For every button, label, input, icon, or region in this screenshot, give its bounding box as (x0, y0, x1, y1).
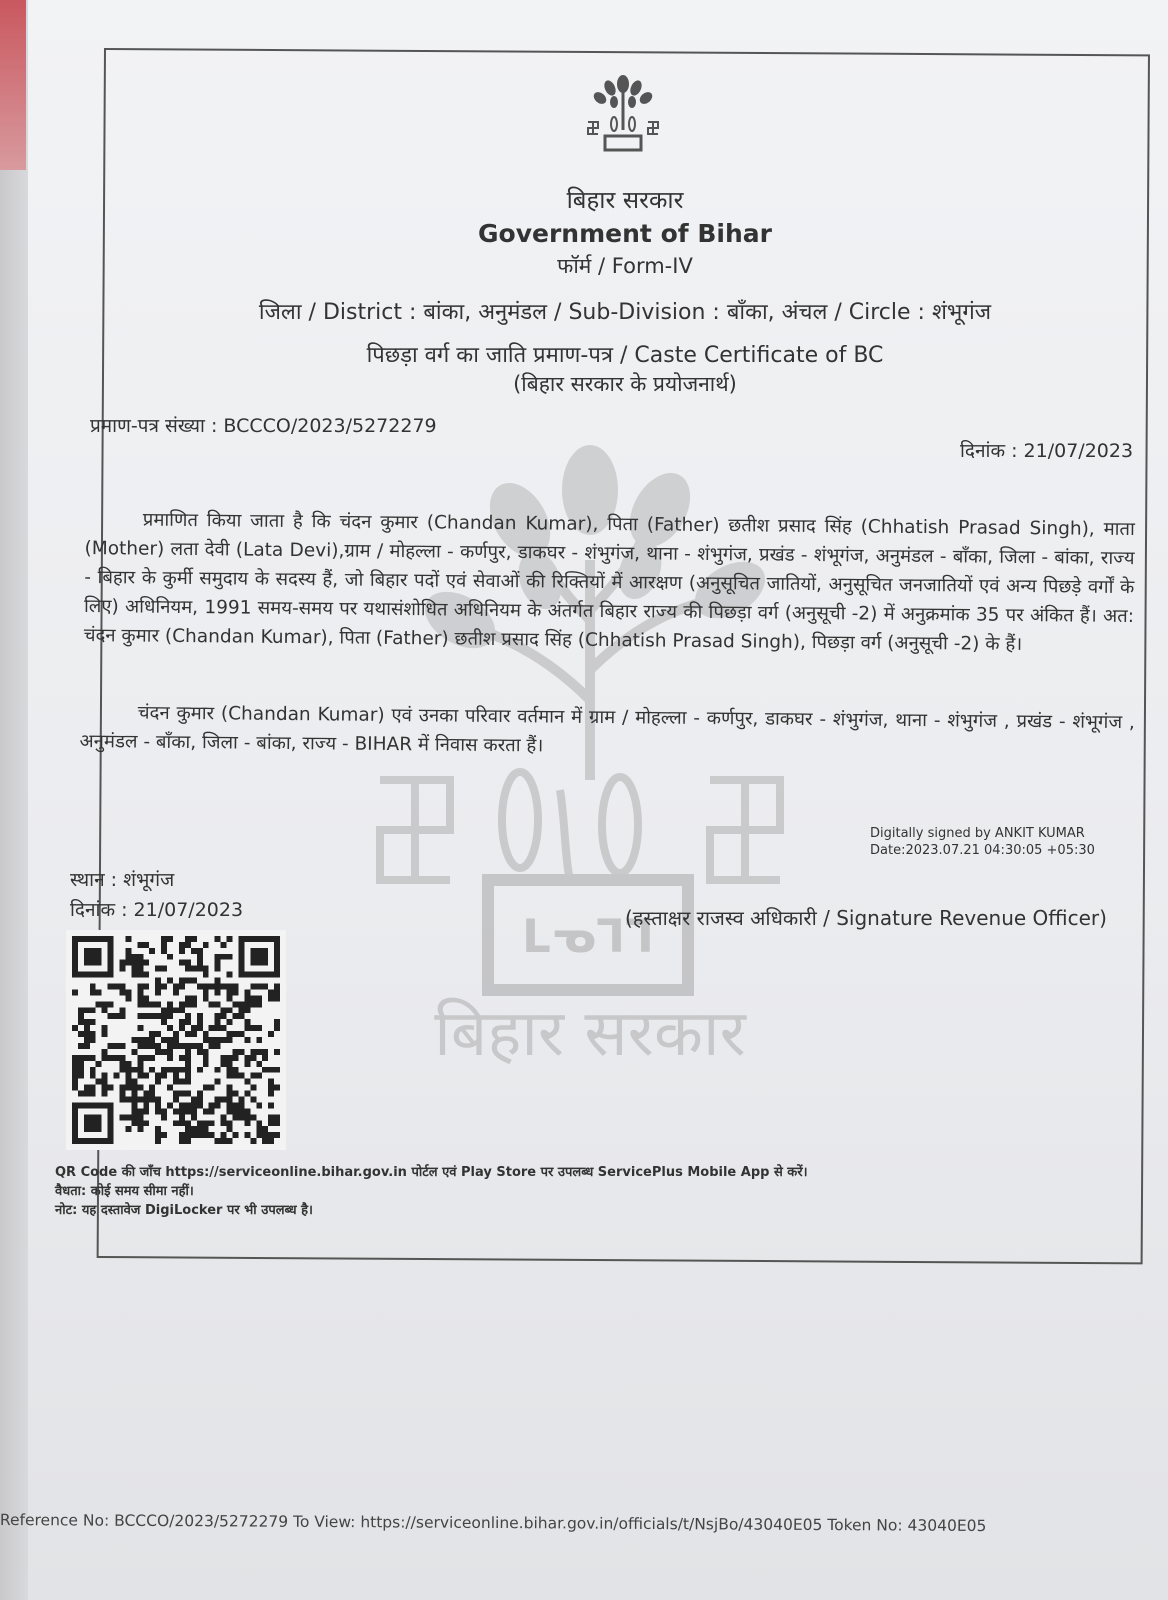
validity-note: वैधता: कोई समय सीमा नहीं। (55, 1184, 194, 1199)
digilocker-note: नोट: यह दस्तावेज DigiLocker पर भी उपलब्ध है। (55, 1203, 313, 1218)
watermark-text: बिहार सरकार (434, 997, 746, 1071)
qr-code[interactable] (66, 930, 286, 1150)
place-of-issue: स्थान : शंभूगंज (70, 869, 175, 891)
notes-block (55, 1163, 808, 1220)
certificate-date: दिनांक : 21/07/2023 (960, 440, 1134, 462)
bihar-emblem-logo (580, 72, 666, 158)
certificate-number: प्रमाण-पत्र संख्या : BCCCO/2023/5272279 (90, 415, 437, 437)
district-line: जिला / District : बांका, अनुमंडल / Sub-Division : बाँका, अंचल / Circle : शंभूगंज (258, 300, 992, 325)
qr-verification-note: QR Code की जाँच https://serviceonline.bihar.gov.in पोर्टल एवं Play Store पर उपलब्ध ServicePlus Mobile App से करें। (55, 1165, 808, 1180)
digital-signature-name: Digitally signed by ANKIT KUMAR (870, 826, 1085, 841)
english-government-title: Government of Bihar (478, 219, 772, 248)
emblem-plaque-text: ᒪᓀᒣᒣ (522, 909, 654, 963)
certificate-type: पिछड़ा वर्ग का जाति प्रमाण-पत्र / Caste Certificate of BC (366, 343, 884, 368)
signature-label: (हस्ताक्षर राजस्व अधिकारी / Signature Revenue Officer) (625, 906, 1107, 930)
form-number: फॉर्म / Form-IV (557, 254, 693, 278)
reference-footer: Reference No: BCCCO/2023/5272279 To View: https://serviceonline.bihar.gov.in/officials/t/NsjBo/43040E05 Token No: 43040E05 (0, 1511, 987, 1536)
digital-signature (870, 825, 1095, 859)
certificate-body-paragraph-1: प्रमाणित किया जाता है कि चंदन कुमार (Chandan Kumar), पिता (Father) छतीश प्रसाद सिंह (Chhatish Prasad Singh), माता (Mother) लता देवी (Lata Devi),ग्राम / मोहल्ला - कर्णपुर, डाकघर - शंभुगंज, थाना - शंभुगंज, प्रखंड - शंभूगंज, अनुमंडल - बाँका, जिला - बांका, राज्य - बिहार के कुर्मी समुदाय के सदस्य हैं, जो बिहार पदों एवं सेवाओं की रिक्तियों में आरक्षण (अनुसूचित जातियों, अनुसूचित जनजातियों एवं अन्य पिछड़े वर्गों के लिए) अधिनियम, 1991 समय-समय पर यथासंशोधित अधिनियम के अंतर्गत बिहार राज्य की पिछड़ा वर्ग (अनुसूची -2) में अनुक्रमांक 35 पर अंकित हैं। अत: चंदन कुमार (Chandan Kumar), पिता (Father) छतीश प्रसाद सिंह (Chhatish Prasad Singh), पिछड़ा वर्ग (अनुसूची -2) के हैं। (83, 509, 1135, 656)
certificate-body-paragraph-2: चंदन कुमार (Chandan Kumar) एवं उनका परिवार वर्तमान में ग्राम / मोहल्ला - कर्णपुर, डाकघर - शंभुगंज, थाना - शंभुगंज , प्रखंड - शंभूगंज , अनुमंडल - बाँका, जिला - बांका, राज्य - BIHAR में निवास करता हैं। (79, 702, 1135, 757)
red-paper-edge (0, 0, 26, 170)
issue-date: दिनांक : 21/07/2023 (70, 899, 244, 921)
hindi-government-title: बिहार सरकार (566, 186, 684, 214)
certificate-purpose: (बिहार सरकार के प्रयोजनार्थ) (513, 372, 737, 396)
digital-signature-date: Date:2023.07.21 04:30:05 +05:30 (870, 843, 1095, 858)
